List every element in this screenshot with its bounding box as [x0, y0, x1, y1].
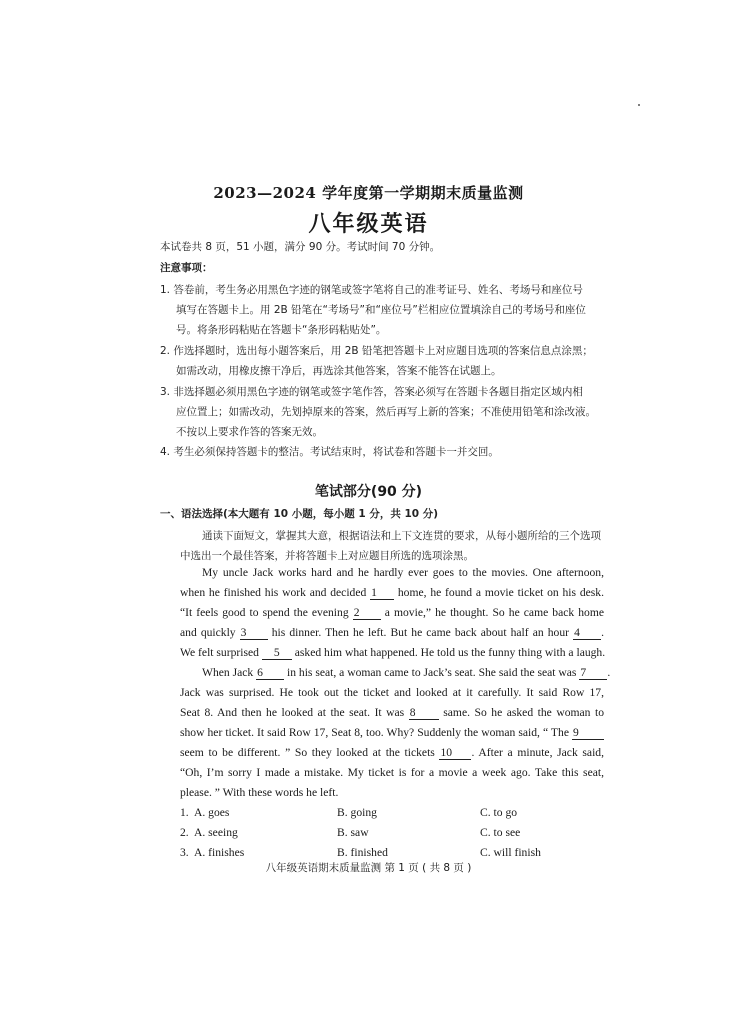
passage-line: When Jack 6 in his seat, a woman came to Jack’s seat. She said the seat was 7 .	[202, 666, 611, 679]
exam-subject: 八年级英语	[308, 211, 429, 237]
section-title: 笔试部分(90 分)	[314, 484, 423, 500]
note-line: 填写在答题卡上。用 2B 铅笔在“考场号”和“座位号”栏相应位置填涂自己的考场号和座位	[176, 304, 586, 316]
passage-line: My uncle Jack works hard and he hardly ever goes to the movies. One afternoon,	[202, 566, 604, 579]
exam-title: 2023—2024 学年度第一学期期末质量监测	[213, 184, 524, 202]
question-number: 2.	[180, 826, 189, 839]
passage-line: Jack was surprised. He took out the ticket and looked at it carefully. It said Row 17,	[180, 686, 604, 699]
exam-intro: 本试卷共 8 页，51 小题，满分 90 分。考试时间 70 分钟。	[160, 241, 441, 253]
blank-2: 2	[353, 607, 381, 620]
passage-line: when he finished his work and decided 1 home, he found a movie ticket on his desk.	[180, 586, 604, 599]
passage-line: and quickly 3 his dinner. Then he left. But he came back about half an hour 4 .	[180, 626, 604, 639]
option-b: B. going	[337, 806, 377, 819]
note-line: 1. 答卷前，考生务必用黑色字迹的钢笔或签字笔将自己的准考证号、姓名、考场号和座位号	[160, 284, 583, 296]
passage-line: “Oh, I’m sorry I made a mistake. My ticket is for a movie a week ago. Take this seat,	[180, 766, 604, 779]
option-c: C. to go	[480, 806, 518, 819]
blank-5: 5	[262, 647, 292, 660]
page-footer: 八年级英语期末质量监测 第 1 页 ( 共 8 页 )	[265, 862, 472, 874]
passage-line: please. ” With these words he left.	[180, 786, 339, 799]
notes-heading: 注意事项：	[160, 262, 213, 274]
option-c: C. will finish	[480, 846, 541, 859]
note-line: 2. 作选择题时，选出每小题答案后，用 2B 铅笔把答题卡上对应题目选项的答案信息点涂黑；	[160, 345, 593, 357]
question-number: 1.	[180, 806, 189, 819]
note-line: 号。将条形码粘贴在答题卡“条形码粘贴处”。	[176, 324, 387, 336]
note-line: 应位置上；如需改动，先划掉原来的答案，然后再写上新的答案；不准使用铅笔和涂改液。	[176, 406, 596, 418]
option-a: A. goes	[194, 806, 230, 819]
blank-6: 6	[256, 667, 284, 680]
passage-line: Seat 8. And then he looked at the seat. It was 8 same. So he asked the woman to	[180, 706, 604, 719]
part-heading: 一、语法选择(本大题有 10 小题，每小题 1 分，共 10 分)	[160, 508, 439, 520]
instruction-line: 中选出一个最佳答案，并将答题卡上对应题目所选的选项涂黑。	[180, 550, 474, 562]
option-b: B. saw	[337, 826, 369, 839]
note-line: 不按以上要求作答的答案无效。	[176, 426, 323, 438]
blank-1: 1	[370, 587, 394, 600]
blank-7: 7	[579, 667, 607, 680]
option-a: A. finishes	[194, 846, 245, 859]
option-c: C. to see	[480, 826, 521, 839]
note-line: 3. 非选择题必须用黑色字迹的钢笔或签字笔作答，答案必须写在答题卡各题目指定区域内相	[160, 386, 583, 398]
passage-line: “It feels good to spend the evening 2 a movie,” he thought. So he came back home	[180, 606, 605, 619]
scan-speck	[638, 104, 640, 106]
instruction-line: 通读下面短文，掌握其大意，根据语法和上下文连贯的要求，从每小题所给的三个选项	[202, 530, 601, 542]
option-b: B. finished	[337, 846, 388, 859]
passage-line: seem to be different. ” So they looked at the tickets 10 . After a minute, Jack said,	[180, 746, 604, 759]
option-a: A. seeing	[194, 826, 238, 839]
blank-3: 3	[240, 627, 268, 640]
blank-4: 4	[573, 627, 601, 640]
note-line: 如需改动，用橡皮擦干净后，再选涂其他答案，答案不能答在试题上。	[176, 365, 502, 377]
passage-line: We felt surprised 5 asked him what happened. He told us the funny thing with a laugh.	[180, 646, 606, 659]
passage-line: show her ticket. It said Row 17, Seat 8, too. Why? Suddenly the woman said, “ The 9	[180, 726, 604, 740]
note-line: 4. 考生必须保持答题卡的整洁。考试结束时，将试卷和答题卡一并交回。	[160, 446, 499, 458]
blank-9: 9	[572, 727, 604, 740]
blank-10: 10	[439, 747, 471, 760]
blank-8: 8	[409, 707, 439, 720]
question-number: 3.	[180, 846, 189, 859]
